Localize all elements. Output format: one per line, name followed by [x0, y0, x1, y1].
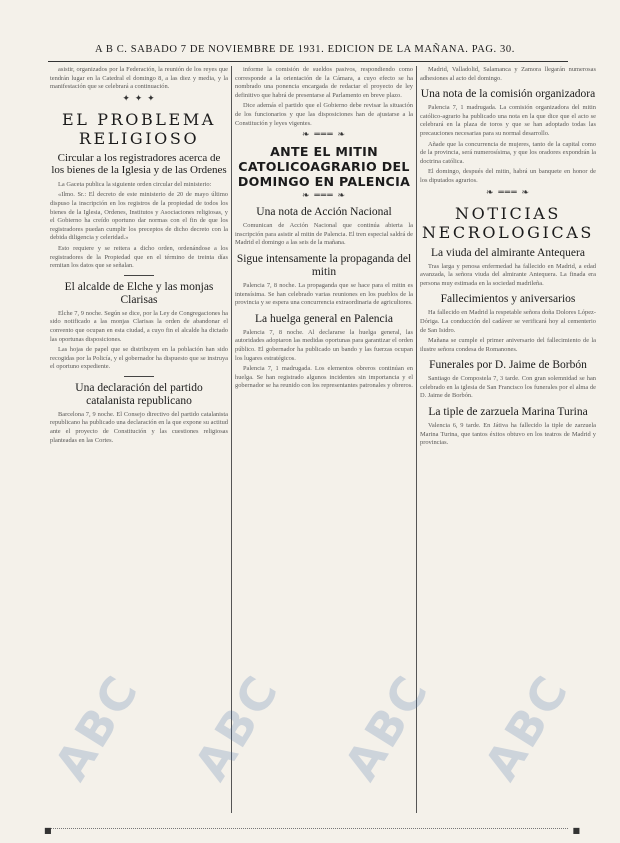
article-paragraph: Ha fallecido en Madrid la respetable señora doña Dolores López-Dóriga. La conducción del cadáver se verificará hoy al cementerio de San Isidro.: [420, 309, 596, 334]
header-rule: [48, 61, 568, 62]
watermark: ABC: [473, 664, 580, 790]
banner-title-mitin: ANTE EL MITIN CATOLICOAGRARIO DEL DOMINGO EN PALENCIA: [237, 144, 411, 190]
article-paragraph: Palencia 7, 1 madrugada. Los elementos obreros continúan en huelga. Se han registrado algunos incidentes sin importancia y el gobernador se ha reunido con los representantes patronales y obreros.: [235, 365, 413, 390]
article-paragraph: «Ilmo. Sr.: El decreto de este ministerio de 20 de mayo último dispuso la inscripción en los registros de la propiedad de todos los bienes de la Iglesia, Ordenes, Institutos y Asociaciones religiosas, y el Gobierno ha creído oportuno dar normas con el fin de que los registradores puedan cumplir los preceptos de dicho decreto con la debida diligencia y celeridad.»: [50, 191, 228, 242]
watermark: ABC: [183, 664, 290, 790]
intro-paragraph: asistir, organizados por la Federación, la reunión de los reyes que tendrán lugar en la Catedral el domingo 8, a las diez y media, y la manifestación que se celebrará a continuación.: [50, 66, 228, 91]
article-title-fallecimientos: Fallecimientos y aniversarios: [440, 293, 576, 306]
short-divider: [124, 275, 154, 276]
article-paragraph: Comunican de Acción Nacional que continúa abierta la inscripción para asistir al mitin de Palencia. El tren especial saldrá de Madrid el domingo a las seis de la mañana.: [235, 222, 413, 247]
article-paragraph: La Gaceta publica la siguiente orden circular del ministerio:: [58, 180, 212, 188]
article-paragraph: Barcelona 7, 9 noche. El Consejo directivo del partido catalanista republicano ha publicado una declaración en la que expone su actitud ante el proyecto de Constitución y las cuestiones religiosas planteadas en las Cortes.: [50, 410, 228, 444]
article-paragraph: informe la comisión de sueldos pasivos, respondiendo como corresponde a la orientación de la Cámara, a cuyo efecto se ha nombrado una ponencia encargada de redactar el proyecto de ley definitivo que habrá de presentarse al Parlamento en breve plazo.: [235, 66, 413, 99]
section-title-religious-problem: EL PROBLEMA RELIGIOSO: [62, 109, 216, 148]
column-1: [50, 66, 228, 819]
article-title-propaganda: Sigue intensamente la propaganda del mitin: [236, 252, 412, 278]
corner-mark-icon: ■: [572, 826, 580, 835]
ornament-divider: ❧ ═══ ❧: [301, 191, 347, 202]
column-3: [420, 66, 596, 819]
watermark: ABC: [333, 664, 440, 790]
article-paragraph: Las hojas de papel que se distribuyen en la población han sido recogidas por la Policía, y el gobernador ha dispuesto que se instruya el oportuno expediente.: [50, 346, 228, 371]
article-paragraph: Valencia 6, 9 tarde. En Játiva ha fallecido la tiple de zarzuela Marina Turina, que tantos éxitos obtuvo en los teatros de Madrid y provincias.: [420, 422, 596, 447]
article-title-elche: El alcalde de Elche y las monjas Clarisas: [64, 280, 214, 306]
article-paragraph: Mañana se cumple el primer aniversario del fallecimiento de la ilustre señora condesa de Romanones.: [420, 337, 596, 353]
article-paragraph: Tras larga y penosa enfermedad ha fallecido en Madrid, a edad avanzada, la señora viuda del almirante Antequera. La finada era persona muy estimada en la sociedad madrileña.: [420, 262, 596, 287]
article-paragraph: Elche 7, 9 noche. Según se dice, por la Ley de Congregaciones ha sido notificado a las monjas Clarisas la orden de abandonar el convento que ocupan en esta ciudad, a cuyo fin el alcalde ha dictado las oportunas disposiciones.: [50, 309, 228, 343]
article-paragraph: Palencia 7, 8 noche. Al declararse la huelga general, las autoridades adoptaron las medidas oportunas para garantizar el orden público. El gobernador ha publicado un bando y las fuerzas ocupan los lugares estratégicos.: [235, 328, 413, 362]
short-divider: [124, 376, 154, 377]
ornament-divider: ✦ ✦ ✦: [122, 93, 156, 104]
article-title-tiple: La tiple de zarzuela Marina Turina: [428, 406, 588, 419]
column-separator: [231, 66, 232, 813]
column-separator: [416, 66, 417, 813]
article-paragraph: El domingo, después del mitin, habrá un banquete en honor de los diputados agrarios.: [420, 168, 596, 184]
running-head: A B C. SABADO 7 DE NOVIEMBRE DE 1931. EDICION DE LA MAÑANA. PAG. 30.: [95, 44, 515, 55]
article-title-accion-nacional: Una nota de Acción Nacional: [256, 206, 392, 219]
ornament-divider: ❧ ═══ ❧: [485, 187, 531, 198]
column-2: [235, 66, 413, 819]
article-title-huelga: La huelga general en Palencia: [255, 312, 393, 325]
article-subtitle: Circular a los registradores acerca de los bienes de la Iglesia y de las Ordenes: [51, 151, 227, 177]
article-title-catalanista: Una declaración del partido catalanista republicano: [75, 381, 203, 407]
article-paragraph: Palencia 7, 8 noche. La propaganda que se hace para el mitin es intensísima. Se han celebrado varias reuniones en los pueblos de la provincia y se espera una concurrencia extraordinaria de agricultores.: [235, 281, 413, 307]
ornament-divider: ❧ ═══ ❧: [301, 130, 347, 141]
article-title-antequera: La viuda del almirante Antequera: [431, 246, 585, 259]
section-title-necrologicas: NOTICIAS NECROLOGICAS: [422, 203, 594, 242]
article-paragraph: Añade que la concurrencia de mujeres, tanto de la capital como de la provincia, será numerosísima, y que los oradores expondrán la doctrina católica.: [420, 140, 596, 165]
bottom-rule: [48, 828, 568, 829]
article-paragraph: Madrid, Valladolid, Salamanca y Zamora llegarán numerosas adhesiones al acto del domingo.: [420, 66, 596, 82]
article-title-funerales: Funerales por D. Jaime de Borbón: [429, 359, 587, 372]
article-paragraph: Santiago de Compostela 7, 3 tarde. Con gran solemnidad se han celebrado en la iglesia de San Francisco los funerales por el alma de D. Jaime de Borbón.: [420, 375, 596, 400]
article-paragraph: Palencia 7, 1 madrugada. La comisión organizadora del mitin católico-agrario ha publicado una nota en la que dice que el acto se celebrará en la plaza de toros y que se han adoptado todas las precauciones necesarias para su normal desarrollo.: [420, 104, 596, 137]
article-paragraph: Esto requiere y se reitera a dicho orden, ordenándose a los registradores de la Propiedad que en el término de treinta días remitan los datos que se señalan.: [50, 244, 228, 270]
watermark: ABC: [43, 664, 150, 790]
article-title-comision: Una nota de la comisión organizadora: [420, 88, 596, 101]
corner-mark-icon: ■: [44, 826, 52, 835]
article-paragraph: Dice además el partido que el Gobierno debe revisar la situación de los funcionarios y que las disposiciones han de ajustarse a la Constitución y leyes vigentes.: [235, 102, 413, 127]
